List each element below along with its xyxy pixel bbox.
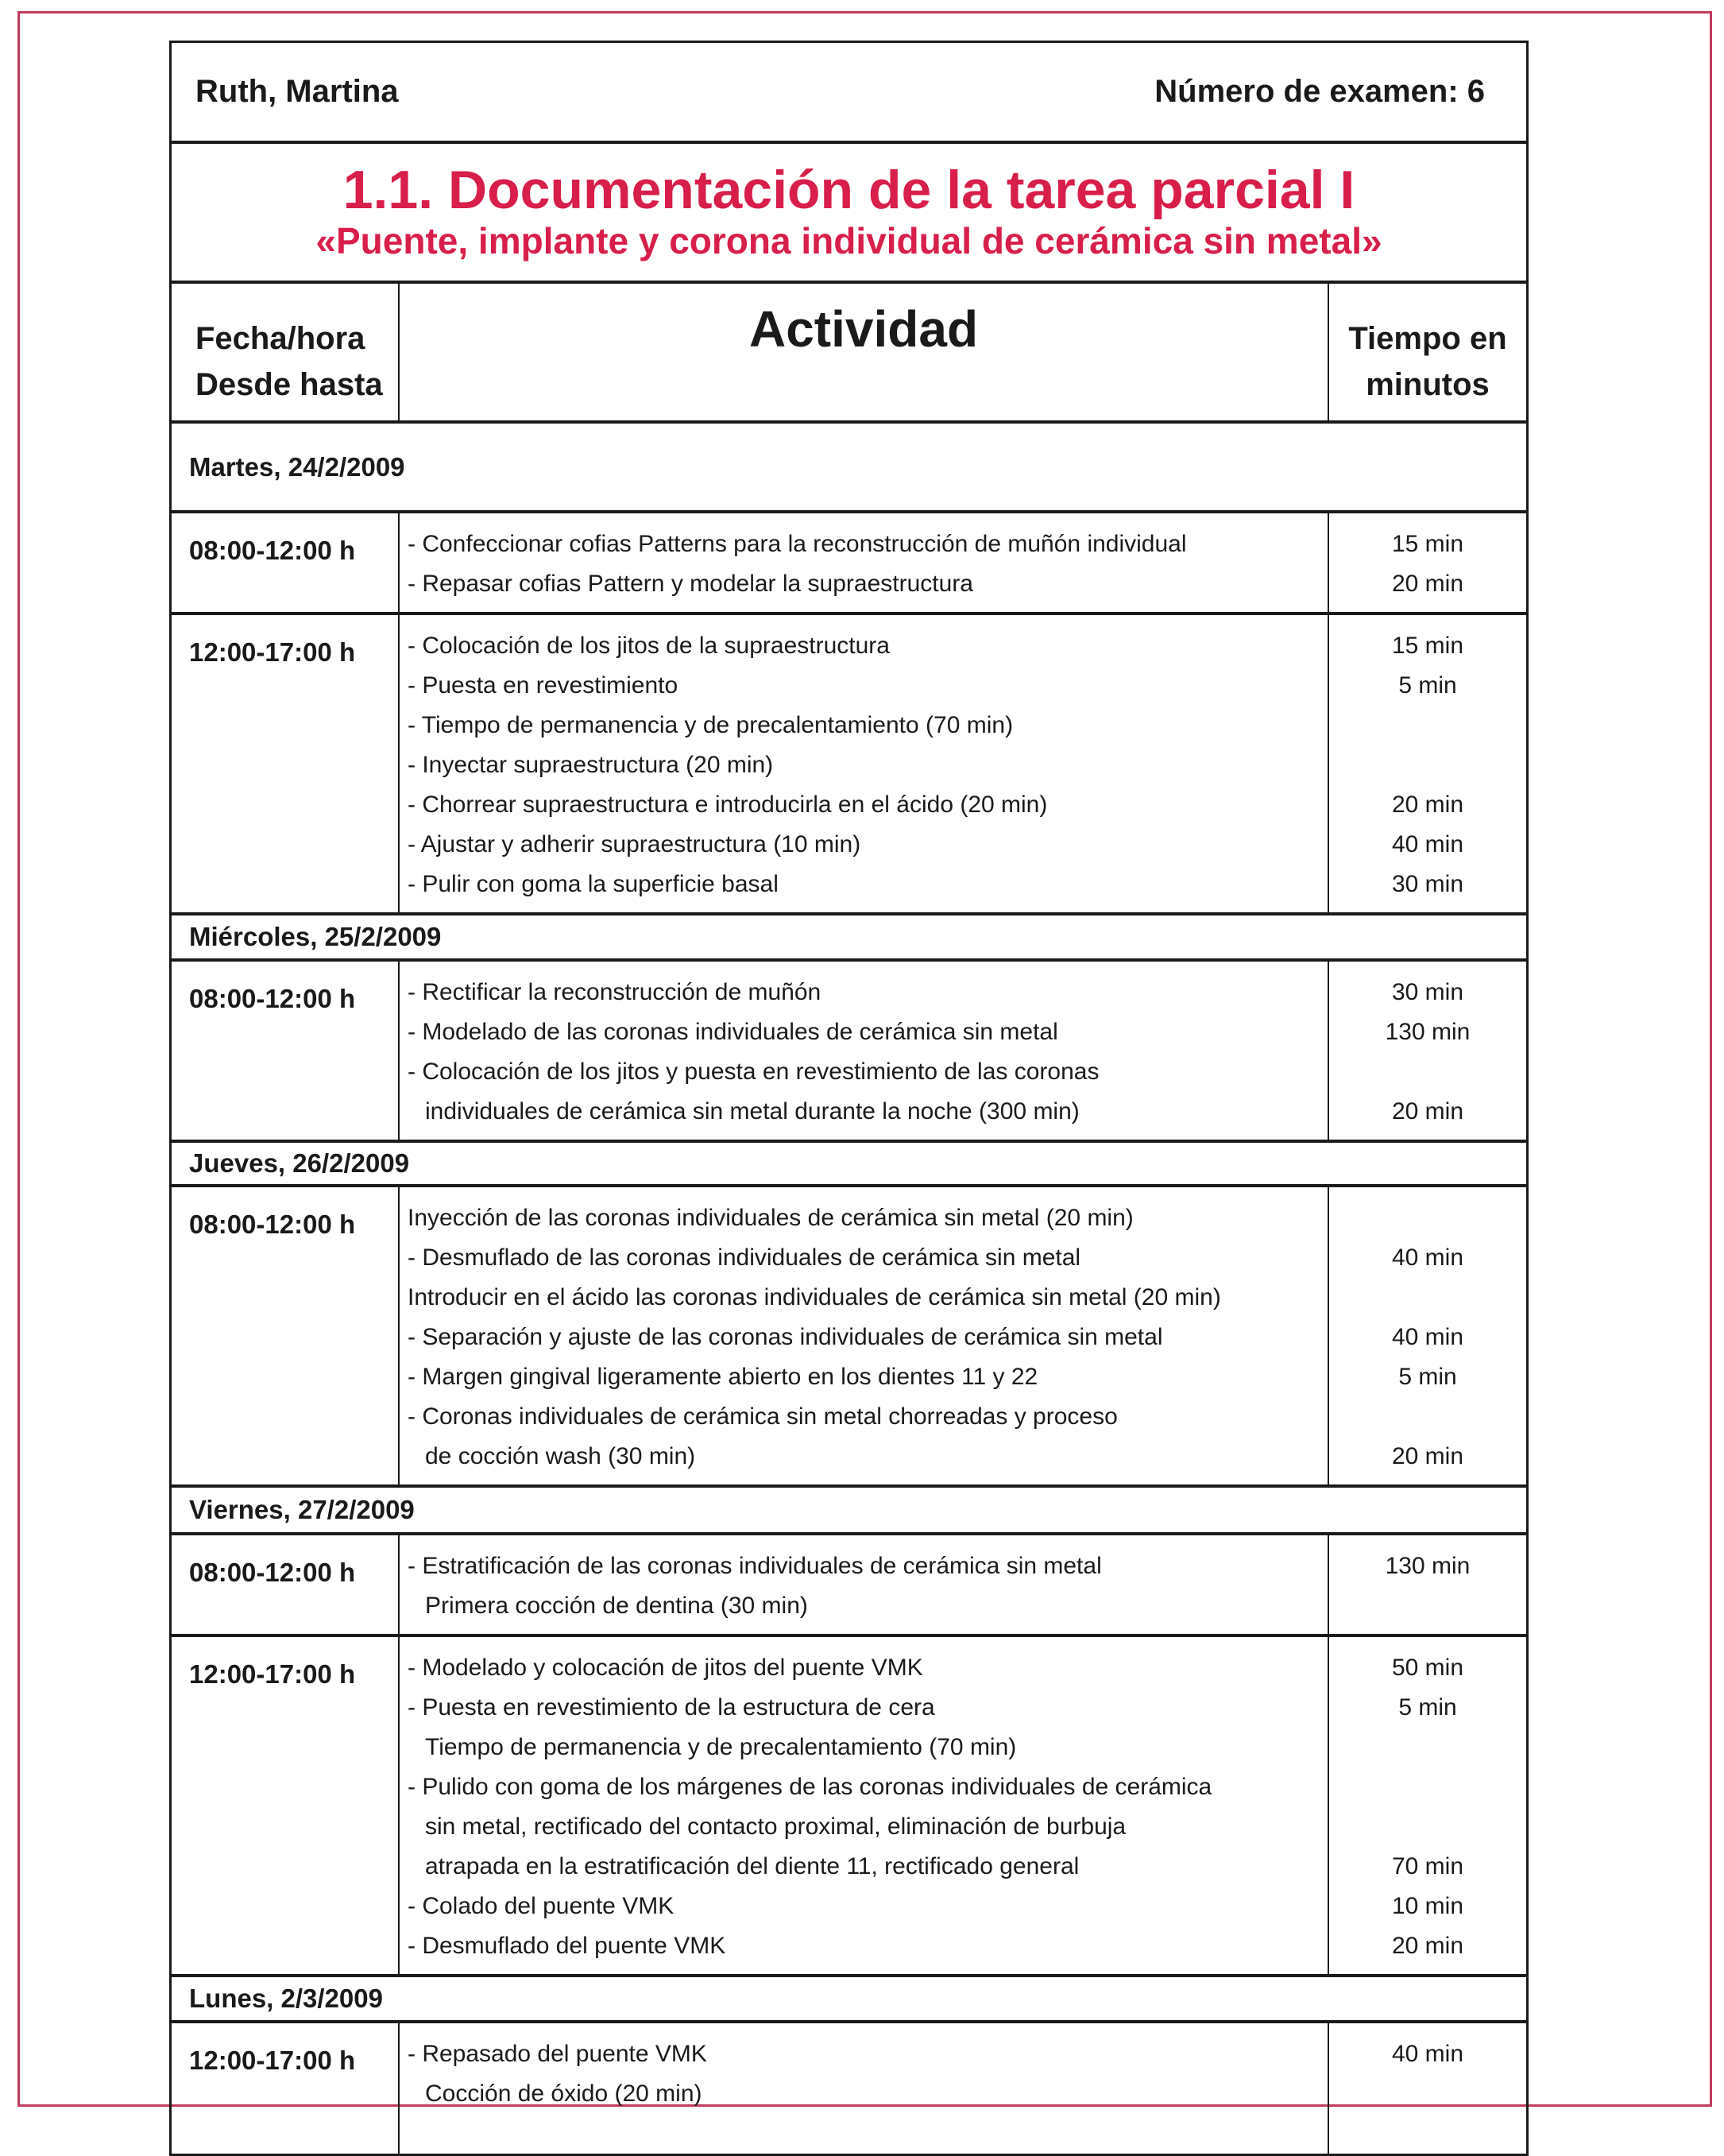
activity-minutes: 15 min bbox=[1391, 531, 1464, 557]
activity-line: Primera cocción de dentina (30 min) bbox=[425, 1593, 808, 1619]
activity-minutes bbox=[1329, 706, 1526, 745]
minutes-list bbox=[1329, 2023, 1526, 2154]
activity-line: - Pulido con goma de los márgenes de las coronas individuales de cerámica bbox=[408, 1774, 1212, 1800]
day-row bbox=[172, 1977, 1526, 2023]
activity-line: individuales de cerámica sin metal durante la noche (300 min) bbox=[425, 1098, 1080, 1124]
minutes-list bbox=[1329, 513, 1526, 612]
activity-list bbox=[398, 1535, 1329, 1634]
activity-line: - Confeccionar cofias Patterns para la reconstrucción de muñón individual bbox=[408, 531, 1187, 557]
activity-list bbox=[398, 962, 1329, 1140]
activity-line: - Tiempo de permanencia y de precalentamiento (70 min) bbox=[408, 712, 1014, 738]
time-range: 12:00-17:00 h bbox=[189, 1659, 356, 1689]
day-label: Jueves, 26/2/2009 bbox=[189, 1148, 410, 1178]
activity-list bbox=[398, 2023, 1329, 2154]
activity-minutes: 40 min bbox=[1391, 1244, 1464, 1271]
time-range: 08:00-12:00 h bbox=[189, 1558, 356, 1587]
minutes-list bbox=[1329, 615, 1526, 912]
activity-minutes: 20 min bbox=[1391, 1443, 1464, 1469]
day-row bbox=[172, 424, 1526, 513]
activity-line: - Separación y ajuste de las coronas individuales de cerámica sin metal bbox=[408, 1324, 1163, 1350]
time-slot-row bbox=[172, 2023, 1526, 2154]
day-row bbox=[172, 915, 1526, 962]
sheet-header bbox=[172, 43, 1526, 144]
time-slot-row bbox=[172, 513, 1526, 615]
day-label: Lunes, 2/3/2009 bbox=[189, 1984, 383, 2013]
student-name: Ruth, Martina bbox=[195, 74, 399, 109]
activity-line: - Desmuflado de las coronas individuales de cerámica sin metal bbox=[408, 1244, 1081, 1271]
activity-minutes: 5 min bbox=[1398, 672, 1457, 699]
time-range: 12:00-17:00 h bbox=[189, 637, 356, 667]
page-subtitle: «Puente, implante y corona individual de cerámica sin metal» bbox=[315, 220, 1382, 261]
column-header-tiempo-line1: Tiempo en bbox=[1348, 321, 1507, 356]
activity-line: - Margen gingival ligeramente abierto en los dientes 11 y 22 bbox=[408, 1364, 1038, 1390]
activity-line: - Colocación de los jitos y puesta en revestimiento de las coronas bbox=[408, 1059, 1100, 1085]
activity-minutes bbox=[1329, 1052, 1526, 1092]
activity-minutes bbox=[1329, 1728, 1526, 1767]
column-headers bbox=[172, 284, 1526, 424]
activity-line: - Pulir con goma la superficie basal bbox=[408, 871, 779, 897]
activity-minutes: 40 min bbox=[1391, 2041, 1464, 2067]
activity-minutes: 30 min bbox=[1391, 871, 1464, 897]
activity-line: - Rectificar la reconstrucción de muñón bbox=[408, 979, 821, 1005]
activity-minutes: 20 min bbox=[1391, 571, 1464, 597]
page-title: 1.1. Documentación de la tarea parcial I bbox=[342, 160, 1355, 220]
exam-number: Número de examen: 6 bbox=[1154, 74, 1485, 109]
activity-minutes bbox=[1329, 1807, 1526, 1847]
activity-minutes: 130 min bbox=[1385, 1019, 1471, 1045]
time-slot-row bbox=[172, 1187, 1526, 1488]
time-slot-row bbox=[172, 1637, 1526, 1977]
activity-minutes: 5 min bbox=[1398, 1694, 1457, 1721]
activity-line: - Coronas individuales de cerámica sin metal chorreadas y proceso bbox=[408, 1403, 1118, 1430]
title-block bbox=[172, 144, 1526, 284]
time-range: 08:00-12:00 h bbox=[189, 536, 356, 565]
activity-line: - Modelado y colocación de jitos del puente VMK bbox=[408, 1655, 923, 1681]
day-label: Martes, 24/2/2009 bbox=[189, 451, 405, 482]
activity-list bbox=[398, 513, 1329, 612]
activity-line: - Inyectar supraestructura (20 min) bbox=[408, 752, 774, 778]
activity-line: - Ajustar y adherir supraestructura (10 min) bbox=[408, 831, 861, 857]
minutes-list bbox=[1329, 1637, 1526, 1974]
time-slot-row bbox=[172, 615, 1526, 915]
activity-line: Tiempo de permanencia y de precalentamiento (70 min) bbox=[425, 1734, 1017, 1760]
minutes-list bbox=[1329, 1535, 1526, 1634]
activity-minutes bbox=[1329, 1767, 1526, 1807]
activity-line: - Puesta en revestimiento de la estructura de cera bbox=[408, 1694, 935, 1721]
activity-minutes: 50 min bbox=[1391, 1655, 1464, 1681]
activity-minutes: 40 min bbox=[1391, 831, 1464, 857]
activity-minutes bbox=[1329, 1278, 1526, 1318]
activity-minutes: 5 min bbox=[1398, 1364, 1457, 1390]
activity-list bbox=[398, 615, 1329, 912]
activity-line: - Chorrear supraestructura e introducirla en el ácido (20 min) bbox=[408, 792, 1048, 818]
schedule-body bbox=[172, 424, 1526, 2154]
activity-minutes: 30 min bbox=[1391, 979, 1464, 1005]
minutes-list bbox=[1329, 1187, 1526, 1484]
activity-minutes: 15 min bbox=[1391, 633, 1464, 659]
column-header-fecha-line2: Desde hasta bbox=[195, 367, 383, 402]
activity-line: atrapada en la estratificación del diente 11, rectificado general bbox=[425, 1853, 1080, 1879]
activity-minutes bbox=[1329, 745, 1526, 785]
column-header-fecha bbox=[172, 284, 398, 420]
activity-minutes bbox=[1329, 2074, 1526, 2114]
activity-line: de cocción wash (30 min) bbox=[425, 1443, 696, 1469]
column-header-tiempo-line2: minutos bbox=[1366, 367, 1490, 402]
activity-line: - Repasar cofias Pattern y modelar la supraestructura bbox=[408, 571, 973, 597]
activity-line: - Repasado del puente VMK bbox=[408, 2041, 707, 2067]
time-range: 08:00-12:00 h bbox=[189, 1210, 356, 1239]
activity-minutes: 10 min bbox=[1391, 1893, 1464, 1919]
activity-minutes bbox=[1329, 1397, 1526, 1437]
activity-minutes bbox=[1329, 1198, 1526, 1238]
time-slot-row bbox=[172, 1535, 1526, 1637]
activity-minutes bbox=[1329, 1586, 1526, 1626]
time-range: 08:00-12:00 h bbox=[189, 984, 356, 1013]
activity-minutes: 70 min bbox=[1391, 1853, 1464, 1879]
activity-minutes: 20 min bbox=[1391, 1098, 1464, 1124]
minutes-list bbox=[1329, 962, 1526, 1140]
activity-minutes: 20 min bbox=[1391, 1933, 1464, 1959]
column-header-fecha-line1: Fecha/hora bbox=[195, 321, 365, 356]
column-header-actividad: Actividad bbox=[398, 284, 1329, 420]
activity-line: sin metal, rectificado del contacto proximal, eliminación de burbuja bbox=[425, 1813, 1127, 1840]
day-row bbox=[172, 1143, 1526, 1187]
activity-list bbox=[398, 1187, 1329, 1484]
time-range: 12:00-17:00 h bbox=[189, 2046, 356, 2075]
activity-line: - Colocación de los jitos de la supraestructura bbox=[408, 633, 890, 659]
documentation-sheet bbox=[169, 41, 1529, 2156]
activity-minutes: 40 min bbox=[1391, 1324, 1464, 1350]
time-slot-row bbox=[172, 962, 1526, 1143]
activity-list bbox=[398, 1637, 1329, 1974]
activity-line: Cocción de óxido (20 min) bbox=[425, 2081, 702, 2107]
day-label: Viernes, 27/2/2009 bbox=[189, 1495, 415, 1524]
column-header-tiempo bbox=[1329, 284, 1526, 420]
activity-line: Inyección de las coronas individuales de cerámica sin metal (20 min) bbox=[408, 1205, 1134, 1231]
activity-minutes: 130 min bbox=[1385, 1553, 1471, 1579]
activity-line: - Modelado de las coronas individuales de cerámica sin metal bbox=[408, 1019, 1058, 1045]
activity-minutes: 20 min bbox=[1391, 792, 1464, 818]
activity-line: - Estratificación de las coronas individuales de cerámica sin metal bbox=[408, 1553, 1102, 1579]
activity-line: Introducir en el ácido las coronas individuales de cerámica sin metal (20 min) bbox=[408, 1284, 1221, 1310]
activity-line: - Puesta en revestimiento bbox=[408, 672, 678, 699]
day-label: Miércoles, 25/2/2009 bbox=[189, 922, 442, 951]
activity-line: - Desmuflado del puente VMK bbox=[408, 1933, 726, 1959]
day-row bbox=[172, 1488, 1526, 1535]
activity-line: - Colado del puente VMK bbox=[408, 1893, 675, 1919]
